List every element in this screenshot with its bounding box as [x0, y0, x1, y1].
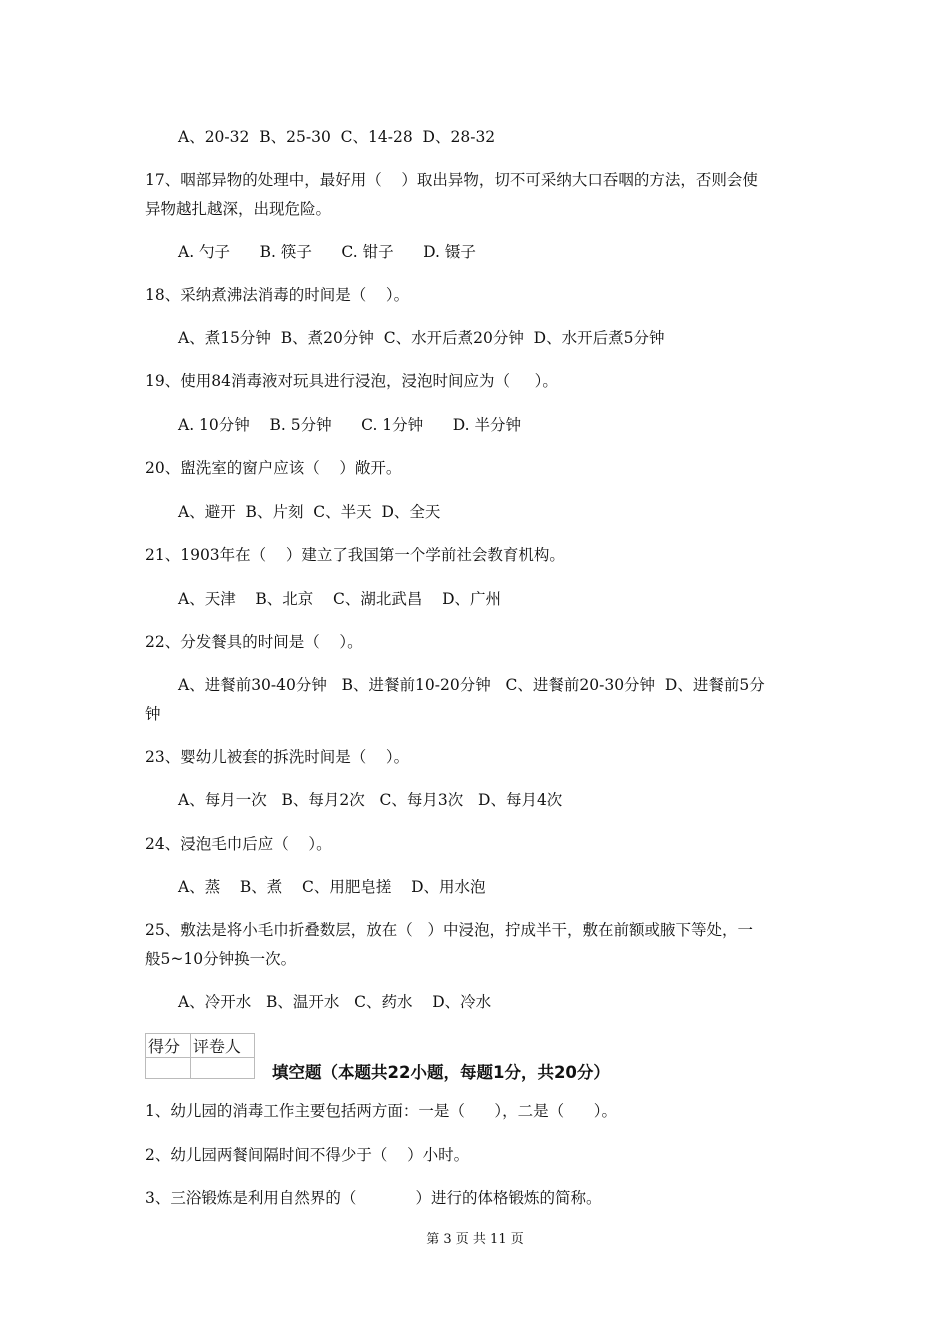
score-label: 得分 [146, 1034, 191, 1058]
q22: 22、分发餐具的时间是（ ）。 [145, 633, 363, 651]
q25-options: A、冷开水 B、温开水 C、药水 D、冷水 [178, 993, 492, 1011]
q21: 21、1903年在（ ）建立了我国第一个学前社会教育机构。 [145, 546, 565, 564]
q18: 18、采纳煮沸法消毒的时间是（ ）。 [145, 286, 410, 304]
score-cell [146, 1058, 191, 1079]
q24: 24、浸泡毛巾后应（ ）。 [145, 835, 332, 853]
grader-cell [190, 1058, 254, 1079]
q23: 23、婴幼儿被套的拆洗时间是（ ）。 [145, 748, 410, 766]
q20-options: A、避开 B、片刻 C、半天 D、全天 [178, 503, 441, 521]
q16-options: A、20-32 B、25-30 C、14-28 D、28-32 [178, 128, 496, 146]
fill-q1: 1、幼儿园的消毒工作主要包括两方面：一是（ ），二是（ ）。 [145, 1102, 617, 1120]
page-footer: 第 3 页 共 11 页 [426, 1232, 524, 1247]
q22-options-line2: 钟 [145, 705, 161, 723]
q24-options: A、蒸 B、煮 C、用肥皂搓 D、用水泡 [178, 878, 486, 896]
q21-options: A、天津 B、北京 C、湖北武昌 D、广州 [178, 590, 501, 608]
score-table [145, 1033, 255, 1079]
q19: 19、使用84消毒液对玩具进行浸泡，浸泡时间应为（ ）。 [145, 372, 558, 390]
grader-label: 评卷人 [190, 1034, 254, 1058]
fill-q2: 2、幼儿园两餐间隔时间不得少于（ ）小时。 [145, 1146, 470, 1164]
q25-line2: 般5~10分钟换一次。 [145, 950, 297, 968]
q18-options: A、煮15分钟 B、煮20分钟 C、水开后煮20分钟 D、水开后煮5分钟 [178, 329, 665, 347]
q19-options: A. 10分钟 B. 5分钟 C. 1分钟 D. 半分钟 [178, 416, 521, 434]
q20: 20、盥洗室的窗户应该（ ）敞开。 [145, 459, 402, 477]
q17-options: A. 勺子 B. 筷子 C. 钳子 D. 镊子 [178, 243, 476, 261]
fill-q3: 3、三浴锻炼是利用自然界的（ ）进行的体格锻炼的简称。 [145, 1189, 602, 1207]
q22-options-line1: A、进餐前30-40分钟 B、进餐前10-20分钟 C、进餐前20-30分钟 D、进餐前5分 [178, 676, 765, 694]
q17-line1: 17、咽部异物的处理中，最好用（ ）取出异物，切不可采纳大口吞咽的方法，否则会使 [145, 171, 758, 189]
section-title: 填空题（本题共22小题，每题1分，共20分） [272, 1063, 610, 1082]
q25-line1: 25、敷法是将小毛巾折叠数层，放在（ ）中浸泡，拧成半干，敷在前额或腋下等处，一 [145, 921, 754, 939]
q23-options: A、每月一次 B、每月2次 C、每月3次 D、每月4次 [178, 791, 563, 809]
q17-line2: 异物越扎越深，出现危险。 [145, 200, 332, 218]
